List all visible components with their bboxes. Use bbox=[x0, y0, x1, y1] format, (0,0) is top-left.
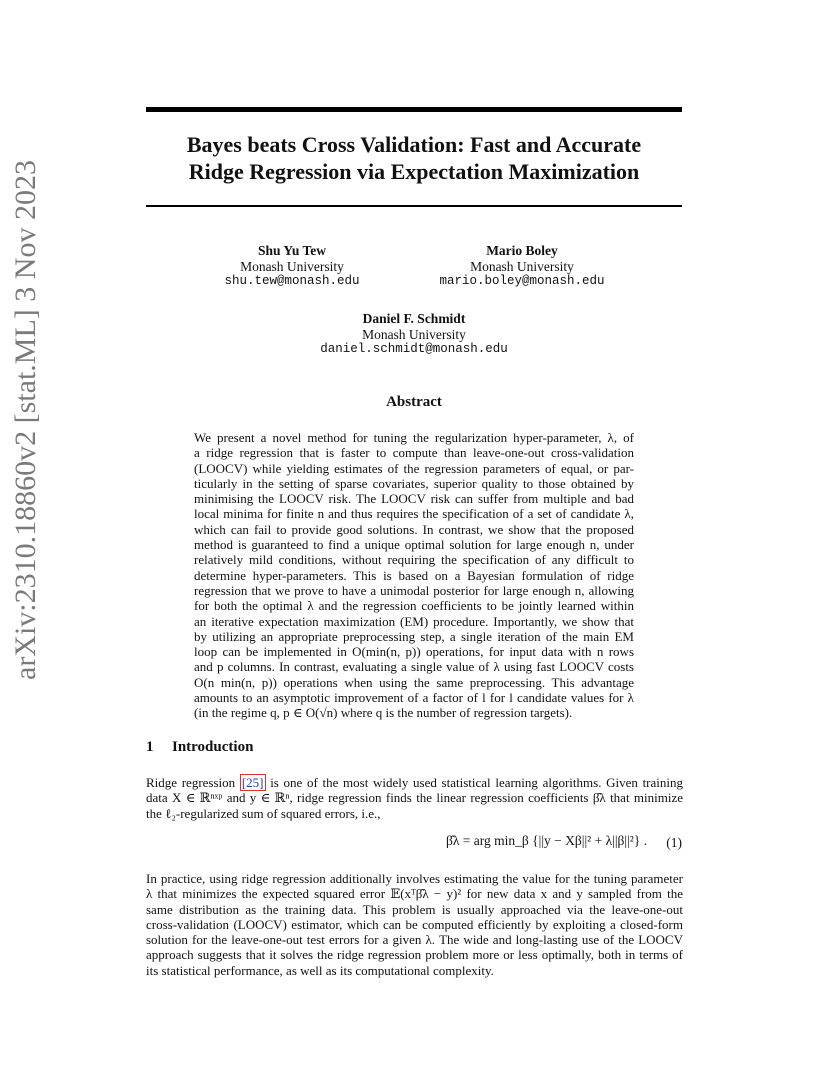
intro-paragraph-1 bbox=[146, 775, 683, 821]
author-email[interactable]: mario.boley@monash.edu bbox=[439, 274, 605, 288]
paragraph-line: data X ∈ ℝⁿˣᵖ and y ∈ ℝⁿ, ridge regression finds the linear regression coefficients β̂λ that minimize bbox=[146, 790, 683, 806]
section-heading-introduction bbox=[146, 739, 253, 756]
paragraph-line: cross-validation (LOOCV) estimator, which can be computed efficiently by exploiting a closed-form bbox=[146, 916, 683, 932]
paragraph-line: which can fail to provide good solutions. In contrast, we show that the proposed bbox=[194, 521, 634, 537]
citation-link[interactable]: [25] bbox=[241, 775, 264, 790]
equation-number: (1) bbox=[666, 835, 682, 850]
title-bottom-rule bbox=[146, 205, 682, 207]
paragraph-line: for both the optimal λ and the regression coefficients to be jointly learned within bbox=[194, 598, 634, 614]
section-title: Introduction bbox=[172, 739, 254, 755]
paragraph-line: ticularly in the setting of sparse covariates, superior quality to those obtained by bbox=[194, 475, 634, 491]
paragraph-line: O(n min(n, p)) operations when using the same preprocessing. This advantage bbox=[194, 674, 634, 690]
paragraph-line: approach suggests that it solves the ridge regression problem more or less optimally, both in terms of bbox=[146, 947, 683, 963]
author-email[interactable]: daniel.schmidt@monash.edu bbox=[320, 342, 508, 356]
paragraph-line: minimising the LOOCV risk. The LOOCV risk can suffer from multiple and bad bbox=[194, 491, 634, 507]
author-name: Mario Boley bbox=[486, 243, 558, 258]
paragraph-line: We present a novel method for tuning the regularization hyper-parameter, λ, of bbox=[194, 430, 634, 445]
title-line-1: Bayes beats Cross Validation: Fast and Accurate bbox=[186, 132, 642, 157]
paragraph-line: by utilizing an appropriate preprocessing step, a single iteration of the main EM bbox=[194, 628, 634, 644]
equation-1 bbox=[146, 833, 682, 859]
paragraph-line: method is guaranteed to find a unique optimal solution for large enough n, under bbox=[194, 537, 634, 553]
paragraph-line: regression that we prove to have a unimodal posterior for large enough n, allowing bbox=[194, 582, 634, 598]
paragraph-line: determine hyper-parameters. This is based on a Bayesian formulation of ridge bbox=[194, 567, 634, 583]
intro-paragraph-2 bbox=[146, 871, 683, 978]
equation-body: β̂λ = arg min_β {||y − Xβ||² + λ||β||²} . bbox=[446, 833, 648, 848]
section-number: 1 bbox=[146, 739, 154, 755]
paragraph-line: (LOOCV) while yielding estimates of the regression parameters of equal, or par- bbox=[194, 460, 634, 476]
paragraph-line: its statistical performance, as well as its computational complexity. bbox=[146, 962, 494, 978]
paragraph-line: loop can be implemented in O(min(n, p)) operations, for input data with n rows bbox=[194, 644, 634, 660]
author-email[interactable]: shu.tew@monash.edu bbox=[224, 274, 360, 288]
paragraph-line: Ridge regression [25] is one of the most widely used statistical learning algorithms. Given training bbox=[146, 775, 684, 790]
author-institution: Monash University bbox=[240, 258, 344, 274]
title-top-rule bbox=[146, 107, 682, 112]
author-name: Shu Yu Tew bbox=[257, 243, 327, 258]
abstract-body bbox=[194, 430, 634, 721]
paragraph-line: amounts to an asymptotic improvement of a factor of l for l candidate values for λ bbox=[194, 690, 634, 706]
paper-title bbox=[146, 131, 682, 185]
author-block-1 bbox=[172, 243, 412, 290]
paragraph-line: local minima for finite n and thus requires the specification of a set of candidate λ, bbox=[194, 506, 634, 522]
paragraph-line: the ℓ₂-regularized sum of squared errors, i.e., bbox=[146, 805, 381, 821]
abstract-heading: Abstract bbox=[386, 394, 442, 410]
paragraph-line: an iterative expectation maximization (EM) procedure. Importantly, we show that bbox=[194, 613, 634, 629]
author-institution: Monash University bbox=[362, 326, 466, 342]
author-name: Daniel F. Schmidt bbox=[362, 311, 466, 326]
paragraph-line: λ that minimizes the expected squared error 𝔼(xᵀβ̂λ − y)² for new data x and y sampled from the bbox=[146, 886, 683, 902]
paragraph-line: and p columns. In contrast, evaluating a single value of λ using fast LOOCV costs bbox=[194, 659, 634, 675]
paragraph-line: a ridge regression that is faster to compute than leave-one-out cross-validation bbox=[194, 445, 634, 461]
paragraph-line: In practice, using ridge regression additionally involves estimating the value for the tuning parameter bbox=[146, 871, 683, 886]
paragraph-line: solution for the leave-one-out test errors for a given λ. The wide and long-lasting use of the LOOCV bbox=[146, 932, 683, 948]
author-block-2 bbox=[402, 243, 642, 290]
paragraph-line: relatively mild conditions, without requiring the specification of any difficult to bbox=[194, 552, 634, 568]
arxiv-stamp: arXiv:2310.18860v2 [stat.ML] 3 Nov 2023 bbox=[9, 160, 42, 680]
author-institution: Monash University bbox=[470, 258, 574, 274]
paragraph-line: same distribution as the training data. This problem is usually approached via the leave-one-out bbox=[146, 901, 683, 917]
paragraph-line: (in the regime q, p ∈ O(√n) where q is the number of regression targets). bbox=[194, 705, 573, 721]
title-line-2: Ridge Regression via Expectation Maximization bbox=[188, 159, 640, 184]
author-block-3 bbox=[294, 311, 534, 358]
